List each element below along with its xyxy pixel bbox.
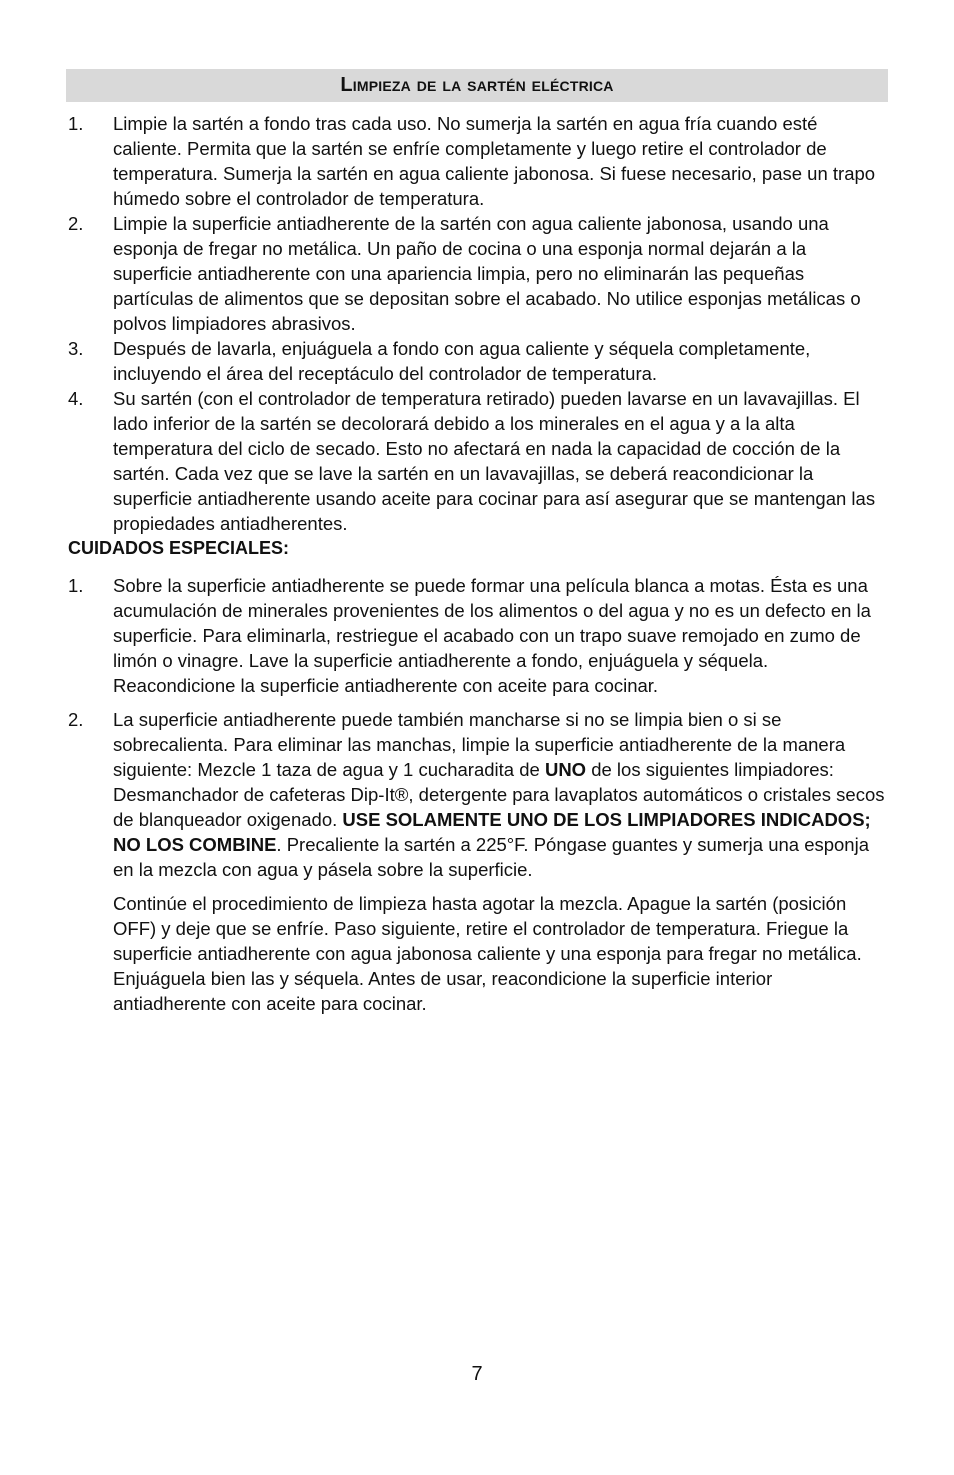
item-text-part-a: La superficie antiadherente puede también mancharse si no se limpia bien o si se sobrecalienta. Para eliminar las manchas, limpie la superficie antiadherente de la manera siguiente: Mezcle 1 taza de agua y 1 cucharadita de (113, 709, 846, 780)
item-text (113, 707, 888, 882)
cleaning-item-2 (68, 211, 888, 336)
item-text: Sobre la superficie antiadherente se puede formar una película blanca a motas. Ésta es una acumulación de minerales provenientes de los alimentos o del agua y no es un defecto en la superficie. Para eliminarla, restriegue el acabado con un trapo suave remojado en zumo de limón o vinagre. Lave la superficie antiadherente a fondo, enjuáguela y séquela. Reacondicione la superficie antiadherente con aceite para cocinar. (113, 575, 871, 696)
section-title: Limpieza de la sartén eléctrica (340, 74, 614, 96)
bold-uno: UNO (544, 759, 587, 780)
page-content (68, 111, 888, 1016)
bold-warning: USE SOLAMENTE UNO DE LOS LIMPIADORES INDICADOS; NO LOS COMBINE (113, 809, 871, 855)
cleaning-item-4 (68, 386, 888, 536)
item-text: Su sartén (con el controlador de temperatura retirado) pueden lavarse en un lavavajillas. El lado inferior de la sartén se decolorará debido a los minerales en el agua y a la alta temperatura del ciclo de secado. Esto no afectará en nada la capacidad de cocción de la sartén. Cada vez que se lave la sartén en un lavavajillas, se deberá reacondicionar la superficie antiadherente usando aceite para cocinar para así asegurar que se mantengan las propiedades antiadherentes. (113, 388, 876, 534)
cleaning-item-1 (68, 111, 888, 211)
special-item-2 (68, 707, 888, 882)
page-number: 7 (471, 1363, 483, 1385)
item-number: 1. (68, 575, 84, 596)
item-number: 1. (68, 113, 84, 134)
item-number: 4. (68, 388, 84, 409)
special-item-2-paragraph-2: Continúe el procedimiento de limpieza hasta agotar la mezcla. Apague la sartén (posición OFF) y deje que se enfríe. Paso siguiente, retire el controlador de temperatura. Friegue la superficie antiadherente con agua jabonosa caliente y una esponja para fregar no metálica. Enjuáguela bien las y séquela. Antes de usar, reacondicione la superficie interior antiadherente con aceite para cocinar. (113, 893, 862, 1014)
section-title-bar (66, 69, 888, 102)
item-number: 2. (68, 213, 84, 234)
item-text: Después de lavarla, enjuáguela a fondo con agua caliente y séquela completamente, incluyendo el área del receptáculo del controlador de temperatura. (113, 338, 811, 384)
item-text: Limpie la superficie antiadherente de la sartén con agua caliente jabonosa, usando una esponja de fregar no metálica. Un paño de cocina o una esponja normal dejarán a la superficie antiadherente con una apariencia limpia, pero no eliminarán las pequeñas partículas de alimentos que se depositan sobre el acabado. No utilice esponjas metálicas o polvos limpiadores abrasivos. (113, 213, 861, 334)
special-care-heading: CUIDADOS ESPECIALES: (68, 538, 290, 558)
special-item-1 (68, 573, 888, 698)
item-text-part-c: . Precaliente la sartén a 225°F. Póngase guantes y sumerja una esponja en la mezcla con agua y pásela sobre la superficie. (113, 834, 869, 880)
item-text-part-b: de los siguientes limpiadores: Desmanchador de cafeteras Dip-It®, detergente para lavaplatos automáticos o cristales secos de blanqueador oxigenado. (113, 759, 885, 830)
item-text: Limpie la sartén a fondo tras cada uso. No sumerja la sartén en agua fría cuando esté caliente. Permita que la sartén se enfríe completamente y luego retire el controlador de temperatura. Sumerja la sartén en agua caliente jabonosa. Si fuese necesario, pase un trapo húmedo sobre el controlador de temperatura. (113, 113, 876, 209)
item-number: 3. (68, 338, 84, 359)
cleaning-item-3 (68, 336, 888, 386)
item-number: 2. (68, 709, 84, 730)
